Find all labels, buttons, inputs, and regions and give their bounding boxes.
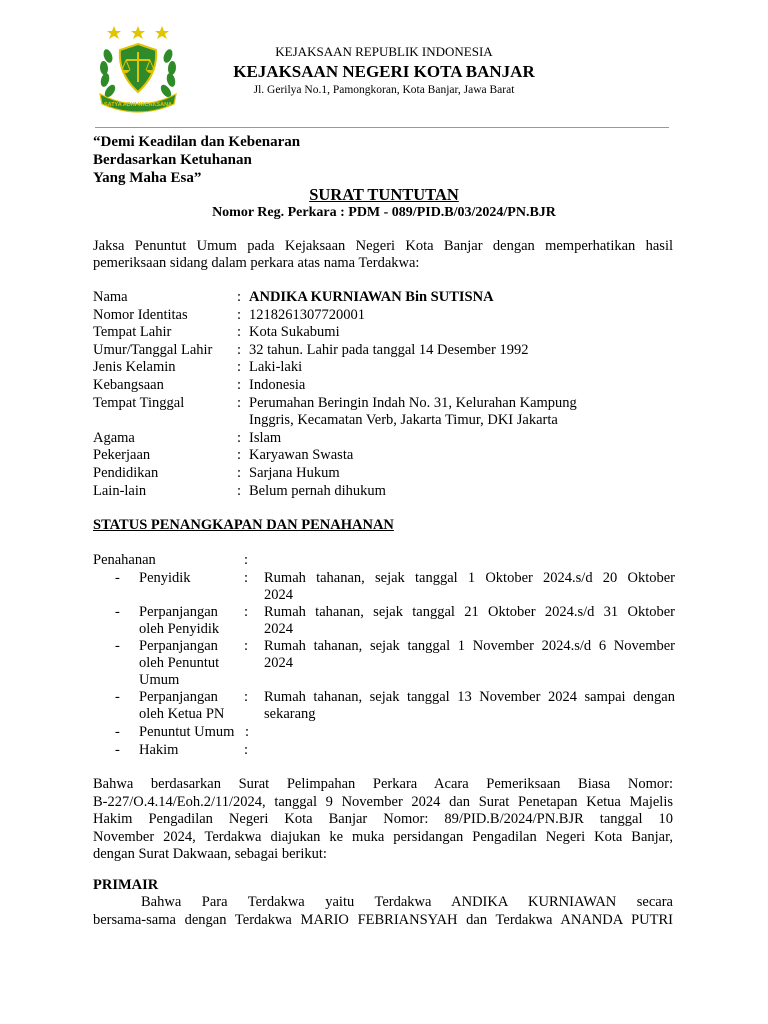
colon: : bbox=[237, 342, 242, 358]
document-title: SURAT TUNTUTAN bbox=[309, 185, 459, 204]
identity-value: Islam bbox=[249, 430, 282, 446]
identity-label: Tempat Lahir bbox=[93, 324, 172, 340]
detention-label: Penyidik bbox=[139, 570, 191, 586]
org-address: Jl. Gerilya No.1, Pamongkoran, Kota Banjar, Jawa Barat bbox=[253, 84, 515, 96]
identity-value: Inggris, Kecamatan Verb, Jakarta Timur, DKI Jakarta bbox=[249, 412, 558, 428]
body-line: November 2024, Terdakwa diajukan ke muka persidangan Pengadilan Negeri Kota Banjar, bbox=[93, 829, 673, 845]
detention-value bbox=[264, 689, 675, 723]
identity-value: 32 tahun. Lahir pada tanggal 14 Desember 1992 bbox=[249, 342, 529, 358]
colon: : bbox=[244, 570, 249, 586]
detention-value-line: Rumah tahanan, sejak tanggal 21 Oktober 2024.s/d 31 Oktober bbox=[264, 604, 675, 620]
identity-value: Indonesia bbox=[249, 377, 306, 393]
identity-value: Perumahan Beringin Indah No. 31, Kelurahan Kampung bbox=[249, 395, 577, 411]
detention-label-line: oleh Penyidik bbox=[139, 621, 220, 637]
identity-label: Lain-lain bbox=[93, 483, 147, 499]
case-number: Nomor Reg. Perkara : PDM - 089/PID.B/03/2024/PN.BJR bbox=[212, 205, 556, 220]
detention-label: Hakim bbox=[139, 742, 179, 758]
dash: - bbox=[115, 742, 120, 758]
body-line: dengan Surat Dakwaan, sebagai berikut: bbox=[93, 846, 327, 862]
detention-value-line: Rumah tahanan, sejak tanggal 13 November 2024 sampai dengan bbox=[264, 689, 675, 705]
detention-label-line: oleh Penuntut bbox=[139, 655, 220, 671]
dash: - bbox=[115, 724, 120, 740]
colon: : bbox=[237, 359, 242, 375]
colon: : bbox=[237, 377, 242, 393]
header-divider bbox=[95, 127, 669, 128]
body-line: Bahwa berdasarkan Surat Pelimpahan Perkara Acara Pemeriksaan Biasa Nomor: bbox=[93, 776, 673, 792]
detention-value-line: 2024 bbox=[264, 621, 293, 637]
colon: : bbox=[237, 307, 242, 323]
primair-heading: PRIMAIR bbox=[93, 877, 159, 893]
identity-label: Agama bbox=[93, 430, 135, 446]
identity-label: Pendidikan bbox=[93, 465, 159, 481]
detention-label-line: oleh Ketua PN bbox=[139, 706, 225, 722]
body-line: Hakim Pengadilan Negeri Kota Banjar Nomor: 89/PID.B/2024/PN.BJR tanggal 10 bbox=[93, 811, 673, 827]
identity-label: Kebangsaan bbox=[93, 377, 164, 393]
motto-line-1: “Demi Keadilan dan Kebenaran bbox=[93, 134, 301, 150]
detention-value bbox=[264, 638, 675, 672]
intro-line-1: Jaksa Penuntut Umum pada Kejaksaan Negeri Kota Banjar dengan memperhatikan hasil bbox=[93, 238, 673, 254]
dash: - bbox=[115, 638, 120, 654]
detention-label-line: Perpanjangan bbox=[139, 638, 218, 654]
primair-line: Bahwa Para Terdakwa yaitu Terdakwa ANDIKA KURNIAWAN secara bbox=[141, 894, 673, 910]
identity-value: Karyawan Swasta bbox=[249, 447, 354, 463]
detention-value-line: Rumah tahanan, sejak tanggal 1 November 2024.s/d 6 November bbox=[264, 638, 675, 654]
identity-value: Kota Sukabumi bbox=[249, 324, 340, 340]
identity-value: 1218261307720001 bbox=[249, 307, 365, 323]
colon: : bbox=[245, 724, 250, 740]
colon: : bbox=[237, 465, 242, 481]
colon: : bbox=[244, 604, 249, 620]
identity-value: Belum pernah dihukum bbox=[249, 483, 386, 499]
detention-label bbox=[139, 604, 249, 638]
primair-line: bersama-sama dengan Terdakwa MARIO FEBRIANSYAH dan Terdakwa ANANDA PUTRI bbox=[93, 912, 673, 928]
colon: : bbox=[244, 742, 249, 758]
identity-value: Sarjana Hukum bbox=[249, 465, 340, 481]
motto-line-3: Yang Maha Esa” bbox=[93, 170, 202, 186]
org-name-local: KEJAKSAAN NEGERI KOTA BANJAR bbox=[233, 62, 535, 81]
detention-label-line: Perpanjangan bbox=[139, 604, 218, 620]
identity-label: Nama bbox=[93, 289, 128, 305]
identity-label: Nomor Identitas bbox=[93, 307, 188, 323]
colon: : bbox=[244, 638, 249, 654]
dash: - bbox=[115, 570, 120, 586]
dash: - bbox=[115, 604, 120, 620]
colon: : bbox=[237, 447, 242, 463]
detention-label: Penuntut Umum bbox=[139, 724, 235, 740]
colon: : bbox=[244, 689, 249, 705]
colon: : bbox=[237, 395, 242, 411]
identity-value: Laki-laki bbox=[249, 359, 303, 375]
motto-line-2: Berdasarkan Ketuhanan bbox=[93, 152, 252, 168]
detention-label bbox=[139, 689, 249, 723]
org-name-national: KEJAKSAAN REPUBLIK INDONESIA bbox=[275, 44, 493, 59]
colon: : bbox=[237, 430, 242, 446]
detention-value-line: Rumah tahanan, sejak tanggal 1 Oktober 2024.s/d 20 Oktober bbox=[264, 570, 675, 586]
detention-label bbox=[139, 638, 249, 689]
section-heading-status: STATUS PENANGKAPAN DAN PENAHANAN bbox=[93, 517, 394, 533]
logo-ribbon-text: SATYA ADHI WICAKSANA bbox=[103, 102, 173, 108]
detention-label-line: Umum bbox=[139, 672, 180, 688]
detention-value-line: sekarang bbox=[264, 706, 316, 722]
colon: : bbox=[244, 552, 249, 568]
detention-value-line: 2024 bbox=[264, 655, 293, 671]
identity-label: Tempat Tinggal bbox=[93, 395, 185, 411]
body-line: B-227/O.4.14/Eoh.2/11/2024, tanggal 9 November 2024 dan Surat Penetapan Ketua Majelis bbox=[93, 794, 673, 810]
detention-value bbox=[264, 604, 675, 638]
colon: : bbox=[237, 483, 242, 499]
identity-value: ANDIKA KURNIAWAN Bin SUTISNA bbox=[249, 289, 494, 305]
colon: : bbox=[237, 324, 242, 340]
detention-value bbox=[264, 570, 675, 604]
detention-value-line: 2024 bbox=[264, 587, 293, 603]
colon: : bbox=[237, 289, 242, 305]
penahanan-label: Penahanan bbox=[93, 552, 156, 568]
identity-label: Pekerjaan bbox=[93, 447, 151, 463]
intro-line-2: pemeriksaan sidang dalam perkara atas nama Terdakwa: bbox=[93, 255, 420, 271]
detention-label-line: Perpanjangan bbox=[139, 689, 218, 705]
identity-label: Umur/Tanggal Lahir bbox=[93, 342, 213, 358]
identity-label: Jenis Kelamin bbox=[93, 359, 176, 375]
dash: - bbox=[115, 689, 120, 705]
